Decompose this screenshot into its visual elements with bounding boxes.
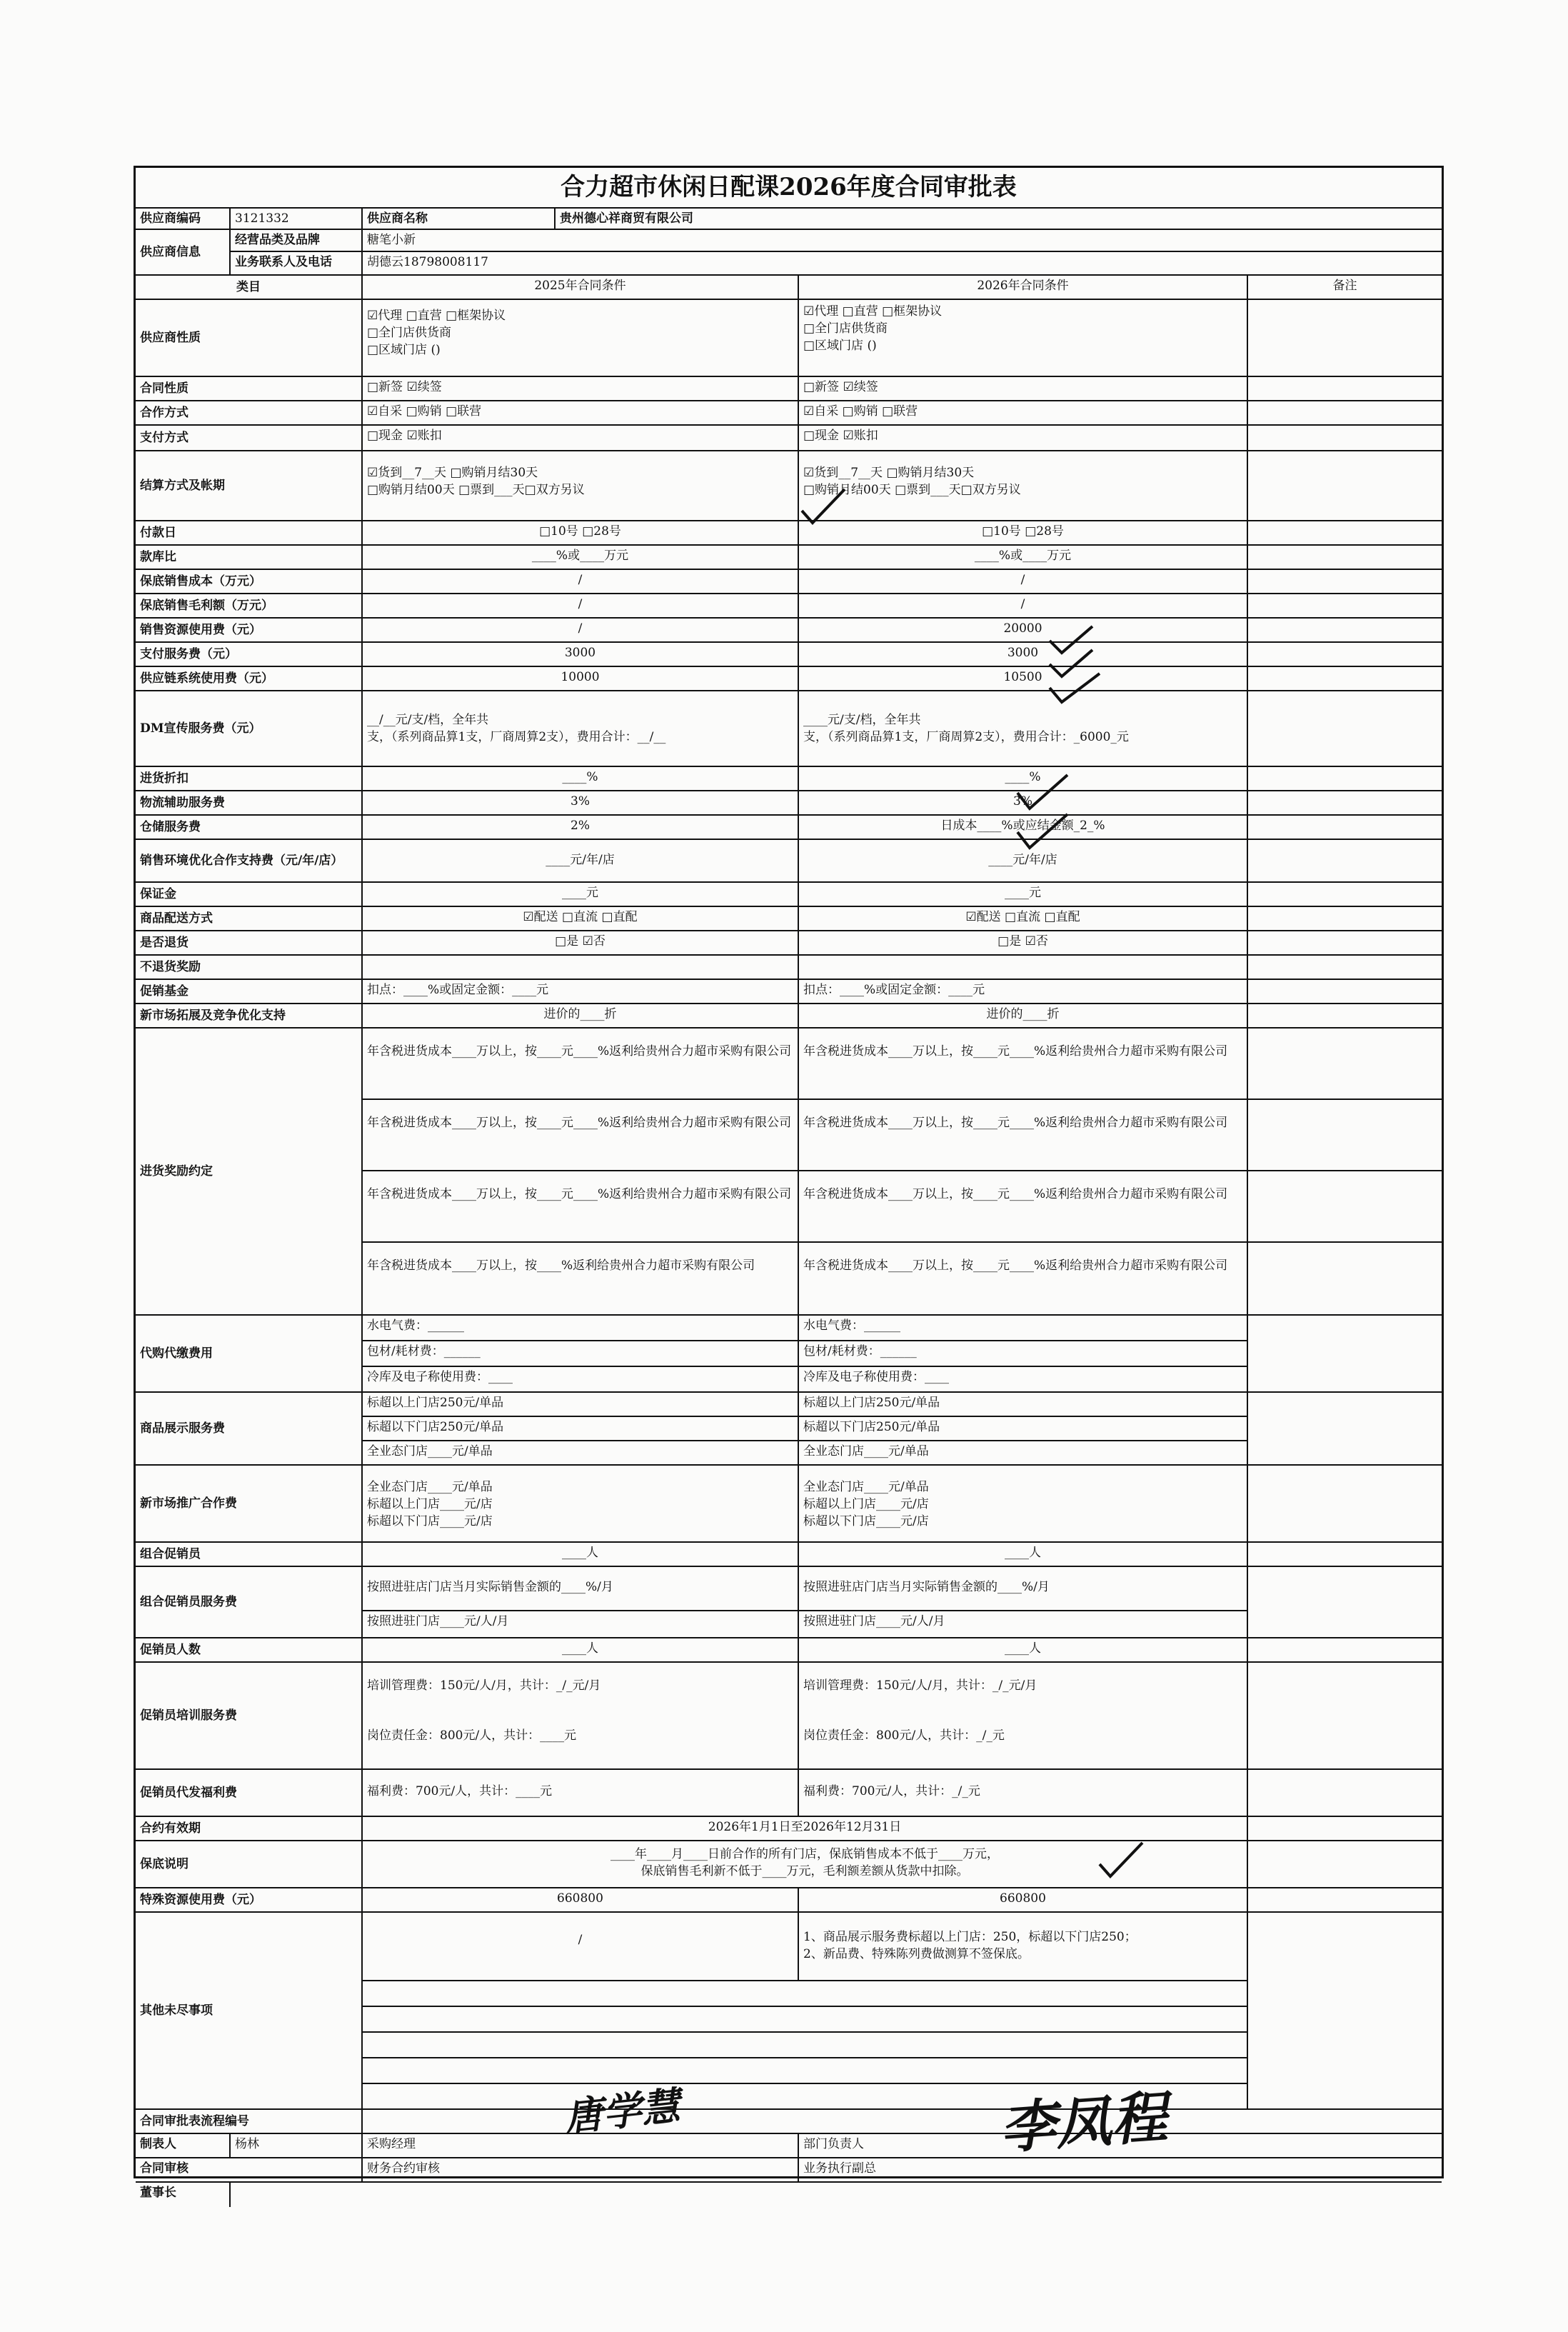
supplier-info-values bbox=[363, 230, 1442, 274]
cell-2025: ____元 bbox=[363, 883, 799, 906]
line: 全业态门店____元/单品 bbox=[367, 1480, 493, 1494]
cell-remark bbox=[1248, 1817, 1442, 1840]
line: □购销月结00天 □票到___天□双方另议 bbox=[803, 483, 1021, 497]
dept-label: 部门负责人 bbox=[803, 2137, 864, 2151]
cell-2026 bbox=[799, 1913, 1247, 1980]
row-promo-fund bbox=[136, 980, 1442, 1004]
cell-remark bbox=[1248, 907, 1442, 930]
cell-2026: 3% bbox=[799, 791, 1248, 814]
row-label: 支付方式 bbox=[136, 426, 363, 450]
supplier-info-row bbox=[136, 230, 1442, 276]
line: 2、新品费、特殊陈列费做测算不签保底。 bbox=[803, 1947, 1030, 1961]
row-min-cost bbox=[136, 570, 1442, 594]
sub-line: 标超以上门店250元/单品 bbox=[363, 1393, 798, 1417]
row-label: 合作方式 bbox=[136, 401, 363, 424]
cell-remark bbox=[1248, 691, 1442, 766]
cell-2025: 660800 bbox=[363, 1888, 799, 1911]
form-title: 合力超市休闲日配课2026年度合同审批表 bbox=[136, 168, 1442, 209]
line: ☑货到__7__天 □购销月结30天 bbox=[803, 466, 975, 480]
cell-2025: / bbox=[363, 594, 799, 617]
cell-2026: ☑自采 □购销 □联营 bbox=[799, 401, 1248, 424]
cell-2026: ____人 bbox=[799, 1638, 1248, 1661]
row-label: DM宣传服务费（元） bbox=[136, 691, 363, 766]
cell-2025: ____%或____万元 bbox=[363, 546, 799, 569]
cell-2025: ____元/年/店 bbox=[363, 840, 799, 881]
rebate-line: 年含税进货成本____万以上，按____元____%返利给贵州合力超市采购有限公司 bbox=[799, 1171, 1247, 1243]
cell-remark bbox=[1248, 426, 1442, 450]
cell-2026: □10号 □28号 bbox=[799, 521, 1248, 544]
row-label: 仓储服务费 bbox=[136, 816, 363, 839]
sub-line: 冷库及电子称使用费：____ bbox=[803, 1370, 949, 1384]
line: ☑代理 □直营 □框架协议 bbox=[367, 309, 506, 323]
cell-2026: ____% bbox=[799, 767, 1248, 790]
line: 培训管理费：150元/人/月，共计：_/_元/月 bbox=[803, 1678, 1037, 1693]
row-label: 销售资源使用费（元） bbox=[136, 619, 363, 641]
checkmark-icon bbox=[1014, 811, 1071, 854]
cell-2026: 660800 bbox=[799, 1888, 1248, 1911]
contact-value: 胡德云18798008117 bbox=[367, 255, 488, 269]
line: 全业态门店____元/单品 bbox=[803, 1480, 929, 1494]
category-label: 经营品类及品牌 bbox=[231, 230, 361, 252]
cell-2025: ____人 bbox=[363, 1638, 799, 1661]
cell-2025 bbox=[363, 691, 799, 766]
row-label: 特殊资源使用费（元） bbox=[136, 1888, 363, 1911]
line: □全门店供货商 bbox=[367, 326, 452, 340]
row-label: 促销员培训服务费 bbox=[136, 1663, 363, 1768]
cell-2025 bbox=[363, 1663, 799, 1768]
rebate-line: 年含税进货成本____万以上，按____元____%返利给贵州合力超市采购有限公司 bbox=[363, 1029, 798, 1100]
cell-2025: □新签 ☑续签 bbox=[363, 377, 799, 400]
row-supply-chain bbox=[136, 667, 1442, 691]
row-ratio bbox=[136, 546, 1442, 570]
row-no-return bbox=[136, 956, 1442, 980]
row-label: 促销基金 bbox=[136, 980, 363, 1003]
cell-2026: 福利费：700元/人，共计：_/_元 bbox=[799, 1770, 1248, 1816]
cell-remark bbox=[1248, 1638, 1442, 1661]
row-label: 供应链系统使用费（元） bbox=[136, 667, 363, 690]
row-label: 保底说明 bbox=[136, 1841, 363, 1887]
sub-line: 标超以下门店250元/单品 bbox=[363, 1417, 798, 1441]
sub-line: 按照进驻门店____元/人/月 bbox=[367, 1614, 509, 1628]
line: 标超以上门店____元/店 bbox=[367, 1497, 493, 1511]
cell-2026: ____人 bbox=[799, 1543, 1248, 1566]
cell-remark bbox=[1248, 1543, 1442, 1566]
row-label: 其他未尽事项 bbox=[136, 1913, 363, 2108]
cell-remark bbox=[1248, 377, 1442, 400]
row-label: 新市场拓展及竞争优化支持 bbox=[136, 1004, 363, 1027]
sub-line: 冷库及电子称使用费：____ bbox=[367, 1370, 513, 1384]
header-2026: 2026年合同条件 bbox=[799, 276, 1248, 299]
manager-signature: 唐学慧 bbox=[562, 2083, 683, 2141]
supplier-row bbox=[136, 209, 1442, 230]
sub-line: 全业态门店____元/单品 bbox=[803, 1444, 929, 1458]
row-guarantee bbox=[136, 1841, 1442, 1888]
line: 培训管理费：150元/人/月，共计：_/_元/月 bbox=[367, 1678, 601, 1693]
supplier-info-label: 供应商信息 bbox=[136, 230, 231, 274]
cell-remark bbox=[1248, 1888, 1442, 1911]
supplier-code: 3121332 bbox=[231, 209, 363, 229]
row-label: 进货奖励约定 bbox=[136, 1029, 363, 1314]
row-label: 结算方式及帐期 bbox=[136, 451, 363, 520]
row-sales-res bbox=[136, 619, 1442, 643]
line: □购销月结00天 □票到___天□双方另议 bbox=[367, 483, 585, 497]
cell-remark bbox=[1248, 546, 1442, 569]
cell-remark bbox=[1248, 956, 1442, 979]
cell-2026: ☑配送 □直流 □直配 bbox=[799, 907, 1248, 930]
row-welfare bbox=[136, 1770, 1442, 1817]
approval-form bbox=[134, 166, 1444, 2200]
cell-remark bbox=[1248, 643, 1442, 666]
line: 支，（系列商品算1支，厂商周算2支），费用合计：__/__ bbox=[367, 730, 666, 744]
row-label: 促销员代发福利费 bbox=[136, 1770, 363, 1816]
sub-line: 水电气费：______ bbox=[799, 1316, 1247, 1341]
cell-2026: □是 ☑否 bbox=[799, 931, 1248, 954]
cell-2025: 扣点：____%或固定金额：____元 bbox=[363, 980, 799, 1003]
row-combo-staff bbox=[136, 1543, 1442, 1567]
cell-2026: / bbox=[799, 570, 1248, 593]
cell-2025: 3000 bbox=[363, 643, 799, 666]
cell-2026 bbox=[799, 1029, 1248, 1314]
cell-2026: ____元/年/店 bbox=[799, 840, 1248, 881]
cell-2026: ____元 bbox=[799, 883, 1248, 906]
cell-2025: / bbox=[363, 619, 799, 641]
row-label: 保证金 bbox=[136, 883, 363, 906]
row-display bbox=[136, 1393, 1442, 1466]
cell-2026: □新签 ☑续签 bbox=[799, 377, 1248, 400]
process-value bbox=[363, 2110, 1442, 2133]
row-new-market bbox=[136, 1004, 1442, 1029]
row-label: 商品展示服务费 bbox=[136, 1393, 363, 1464]
row-label: 付款日 bbox=[136, 521, 363, 544]
row-coop bbox=[136, 401, 1442, 426]
row-label: 保底销售毛利额（万元） bbox=[136, 594, 363, 617]
cell-2025: ☑自采 □购销 □联营 bbox=[363, 401, 799, 424]
line: 标超以下门店____元/店 bbox=[803, 1514, 929, 1528]
cell-remark bbox=[1248, 594, 1442, 617]
cell-remark bbox=[1248, 1393, 1442, 1464]
cell-remark bbox=[1248, 816, 1442, 839]
row-review bbox=[136, 2158, 1442, 2183]
row-training bbox=[136, 1663, 1442, 1770]
line: 标超以下门店____元/店 bbox=[367, 1514, 493, 1528]
row-validity bbox=[136, 1817, 1442, 1841]
cell-2026: 进价的____折 bbox=[799, 1004, 1248, 1027]
row-label: 支付服务费（元） bbox=[136, 643, 363, 666]
sub-line: 按照进驻店门店当月实际销售金额的____%/月 bbox=[799, 1567, 1247, 1611]
sub-line: 标超以下门店250元/单品 bbox=[799, 1417, 1247, 1441]
cell-2025: 3% bbox=[363, 791, 799, 814]
row-label: 促销员人数 bbox=[136, 1638, 363, 1661]
row-pay-service bbox=[136, 643, 1442, 667]
chairman-label: 董事长 bbox=[136, 2183, 231, 2207]
row-storage bbox=[136, 816, 1442, 840]
cell-remark bbox=[1248, 401, 1442, 424]
cell-remark bbox=[1248, 1316, 1442, 1391]
cell-2025: ____% bbox=[363, 767, 799, 790]
line: ☑代理 □直营 □框架协议 bbox=[803, 304, 943, 319]
cell-2025: 10000 bbox=[363, 667, 799, 690]
row-returns bbox=[136, 931, 1442, 956]
row-settle bbox=[136, 451, 1442, 521]
row-label: 进货折扣 bbox=[136, 767, 363, 790]
cell-remark bbox=[1248, 619, 1442, 641]
cell-remark bbox=[1248, 1841, 1442, 1887]
row-promoter-count bbox=[136, 1638, 1442, 1663]
row-contract-type bbox=[136, 377, 1442, 401]
cell-2026: ____%或____万元 bbox=[799, 546, 1248, 569]
row-label: 新市场推广合作费 bbox=[136, 1466, 363, 1541]
cell-2026 bbox=[799, 451, 1248, 520]
line: ____年____月____日前合作的所有门店，保底销售成本不低于____万元， bbox=[610, 1847, 999, 1861]
cell-remark bbox=[1248, 931, 1442, 954]
sub-line: 水电气费：______ bbox=[363, 1316, 798, 1341]
row-promotion bbox=[136, 1466, 1442, 1543]
vp-label: 业务执行副总 bbox=[803, 2161, 876, 2176]
row-special bbox=[136, 1888, 1442, 1913]
cell-2025: ☑配送 □直流 □直配 bbox=[363, 907, 799, 930]
row-label: 合同审批表流程编号 bbox=[136, 2110, 363, 2133]
cell-2026 bbox=[799, 1567, 1248, 1637]
row-label: 款库比 bbox=[136, 546, 363, 569]
supplier-name: 贵州德心祥商贸有限公司 bbox=[560, 211, 693, 226]
cell-2026: □现金 ☑账扣 bbox=[799, 426, 1248, 450]
line: 支，（系列商品算1支，厂商周算2支），费用合计：_6000_元 bbox=[803, 730, 1129, 744]
line: □全门店供货商 bbox=[803, 321, 888, 336]
row-deposit bbox=[136, 883, 1442, 907]
rebate-line: 年含税进货成本____万以上，按____%返利给贵州合力超市采购有限公司 bbox=[367, 1258, 755, 1273]
row-min-margin bbox=[136, 594, 1442, 619]
cell-2025 bbox=[363, 1316, 799, 1391]
rebate-line: 年含税进货成本____万以上，按____元____%返利给贵州合力超市采购有限公司 bbox=[799, 1029, 1247, 1100]
sub-line: 按照进驻店门店当月实际销售金额的____%/月 bbox=[363, 1567, 798, 1611]
cell-remark bbox=[1248, 791, 1442, 814]
cell-2025: 2% bbox=[363, 816, 799, 839]
line: □区域门店 () bbox=[803, 339, 877, 353]
row-label: 物流辅助服务费 bbox=[136, 791, 363, 814]
cell-2026: 20000 bbox=[799, 619, 1248, 641]
cell-remark bbox=[1248, 1770, 1442, 1816]
chairman-value bbox=[231, 2183, 1442, 2207]
line: 1、商品展示服务费标超以上门店：250，标超以下门店250； bbox=[803, 1930, 1137, 1944]
cell-2026: 扣点：____%或固定金额：____元 bbox=[799, 980, 1248, 1003]
header-item: 类目 bbox=[136, 276, 363, 299]
rebate-line: 年含税进货成本____万以上，按____元____%返利给贵州合力超市采购有限公司 bbox=[363, 1100, 798, 1171]
cell-2025 bbox=[363, 1393, 799, 1464]
row-discount bbox=[136, 767, 1442, 791]
header-remark: 备注 bbox=[1332, 279, 1357, 293]
row-env bbox=[136, 840, 1442, 883]
checkmark-icon bbox=[1096, 1839, 1146, 1882]
cell-remark bbox=[1248, 667, 1442, 690]
header-2025: 2025年合同条件 bbox=[363, 276, 799, 299]
line: ☑货到__7__天 □购销月结30天 bbox=[367, 466, 538, 480]
cell-2026: / bbox=[799, 594, 1248, 617]
row-label: 是否退货 bbox=[136, 931, 363, 954]
row-dm bbox=[136, 691, 1442, 767]
dept-signature: 李凤程 bbox=[997, 2085, 1170, 2162]
cell-remark bbox=[1248, 1029, 1442, 1314]
maker-label: 制表人 bbox=[136, 2134, 231, 2157]
line: ____元/支/档，全年共 bbox=[803, 713, 921, 727]
row-other bbox=[136, 1913, 1442, 2110]
cell-2025: 进价的____折 bbox=[363, 1004, 799, 1027]
cell-2026 bbox=[799, 1393, 1248, 1464]
cell-2025: □是 ☑否 bbox=[363, 931, 799, 954]
cell-2025: □现金 ☑账扣 bbox=[363, 426, 799, 450]
cell-2026 bbox=[799, 300, 1248, 376]
cell-2026 bbox=[799, 1466, 1248, 1541]
cell-2026 bbox=[799, 691, 1248, 766]
cell-remark bbox=[1248, 840, 1442, 881]
supplier-name-label: 供应商名称 bbox=[363, 209, 556, 229]
row-nature bbox=[136, 300, 1442, 377]
cell-remark bbox=[1248, 521, 1442, 544]
row-process bbox=[136, 2110, 1442, 2134]
cell-remark bbox=[1248, 980, 1442, 1003]
row-delivery bbox=[136, 907, 1442, 931]
cell-remark bbox=[1248, 1004, 1442, 1027]
line: 保底销售毛利新不低于____万元，毛利额差额从货款中扣除。 bbox=[640, 1864, 969, 1878]
row-logistics bbox=[136, 791, 1442, 816]
cell-2025: 福利费：700元/人，共计：____元 bbox=[363, 1770, 799, 1816]
row-combo-service bbox=[136, 1567, 1442, 1638]
cell-2026 bbox=[799, 1316, 1248, 1391]
cell-2026: 3000 bbox=[799, 643, 1248, 666]
row-label: 代购代缴费用 bbox=[136, 1316, 363, 1391]
review-label: 合同审核 bbox=[136, 2158, 363, 2181]
cell-2025 bbox=[363, 300, 799, 376]
contact-label: 业务联系人及电话 bbox=[235, 255, 332, 269]
supplier-code-label: 供应商编码 bbox=[136, 209, 231, 229]
row-agency bbox=[136, 1316, 1442, 1393]
cell-remark bbox=[1248, 1663, 1442, 1768]
cell-2025: ____人 bbox=[363, 1543, 799, 1566]
row-maker bbox=[136, 2134, 1442, 2158]
checkmark-icon bbox=[1014, 771, 1071, 814]
cell-2025 bbox=[363, 1567, 799, 1637]
supplier-info-sublabels bbox=[231, 230, 363, 274]
line: 岗位责任金：800元/人，共计：_/_元 bbox=[803, 1728, 1005, 1743]
cell-remark bbox=[1248, 767, 1442, 790]
row-label: 合约有效期 bbox=[136, 1817, 363, 1840]
cell-remark bbox=[1248, 1913, 1442, 2108]
cell-2026 bbox=[799, 956, 1248, 979]
rebate-line: 年含税进货成本____万以上，按____元____%返利给贵州合力超市采购有限公司 bbox=[799, 1100, 1247, 1171]
cell-2025: □10号 □28号 bbox=[363, 521, 799, 544]
row-payment bbox=[136, 426, 1442, 451]
rebate-line: 年含税进货成本____万以上，按____元____%返利给贵州合力超市采购有限公司 bbox=[803, 1258, 1228, 1273]
cell-remark bbox=[1248, 300, 1442, 376]
cell-remark bbox=[1248, 1466, 1442, 1541]
row-payday bbox=[136, 521, 1442, 546]
cell-2026: 日成本____%或应结金额_2_% bbox=[799, 816, 1248, 839]
checkmark-icon bbox=[1046, 670, 1103, 709]
manager-label: 采购经理 bbox=[363, 2134, 799, 2157]
sub-line: 全业态门店____元/单品 bbox=[367, 1444, 493, 1458]
row-label: 商品配送方式 bbox=[136, 907, 363, 930]
header-row bbox=[136, 276, 1442, 300]
line: 岗位责任金：800元/人，共计：____元 bbox=[367, 1728, 577, 1743]
cell-remark bbox=[1248, 883, 1442, 906]
row-label: 保底销售成本（万元） bbox=[136, 570, 363, 593]
line: 标超以上门店____元/店 bbox=[803, 1497, 929, 1511]
cell-remark bbox=[1248, 1567, 1442, 1637]
row-rebate bbox=[136, 1029, 1442, 1316]
sub-line: 包材/耗材费：______ bbox=[799, 1341, 1247, 1367]
sub-line: 按照进驻门店____元/人/月 bbox=[803, 1614, 945, 1628]
cell-2026 bbox=[799, 1663, 1248, 1768]
finance-label: 财务合约审核 bbox=[363, 2158, 799, 2181]
category-value: 糖笔小新 bbox=[363, 230, 1442, 252]
cell-2025: / bbox=[363, 570, 799, 593]
cell-2025 bbox=[363, 1466, 799, 1541]
row-label: 合同性质 bbox=[136, 377, 363, 400]
cell-2025 bbox=[363, 451, 799, 520]
row-label: 组合促销员 bbox=[136, 1543, 363, 1566]
row-label: 组合促销员服务费 bbox=[136, 1567, 363, 1637]
sub-line: 包材/耗材费：______ bbox=[363, 1341, 798, 1367]
cell-2025 bbox=[363, 1029, 799, 1314]
row-label: 不退货奖励 bbox=[136, 956, 363, 979]
cell-2025 bbox=[363, 956, 799, 979]
maker-name: 杨林 bbox=[231, 2134, 363, 2157]
checkmark-icon bbox=[798, 486, 848, 529]
sub-line: 标超以上门店250元/单品 bbox=[799, 1393, 1247, 1417]
cell-remark bbox=[1248, 451, 1442, 520]
other-first bbox=[363, 1913, 1247, 1981]
row-chairman bbox=[136, 2183, 1442, 2207]
validity-value: 2026年1月1日至2026年12月31日 bbox=[363, 1817, 1248, 1840]
cell-remark bbox=[1248, 570, 1442, 593]
rebate-line: 年含税进货成本____万以上，按____元____%返利给贵州合力超市采购有限公司 bbox=[363, 1171, 798, 1243]
row-label: 销售环境优化合作支持费（元/年/店） bbox=[136, 840, 363, 881]
line: □区域门店 () bbox=[367, 343, 441, 357]
cell-2025: / bbox=[363, 1913, 799, 1980]
cell-2026: 10500 bbox=[799, 667, 1248, 690]
line: __/__元/支/档，全年共 bbox=[367, 713, 489, 727]
row-label: 供应商性质 bbox=[136, 300, 363, 376]
